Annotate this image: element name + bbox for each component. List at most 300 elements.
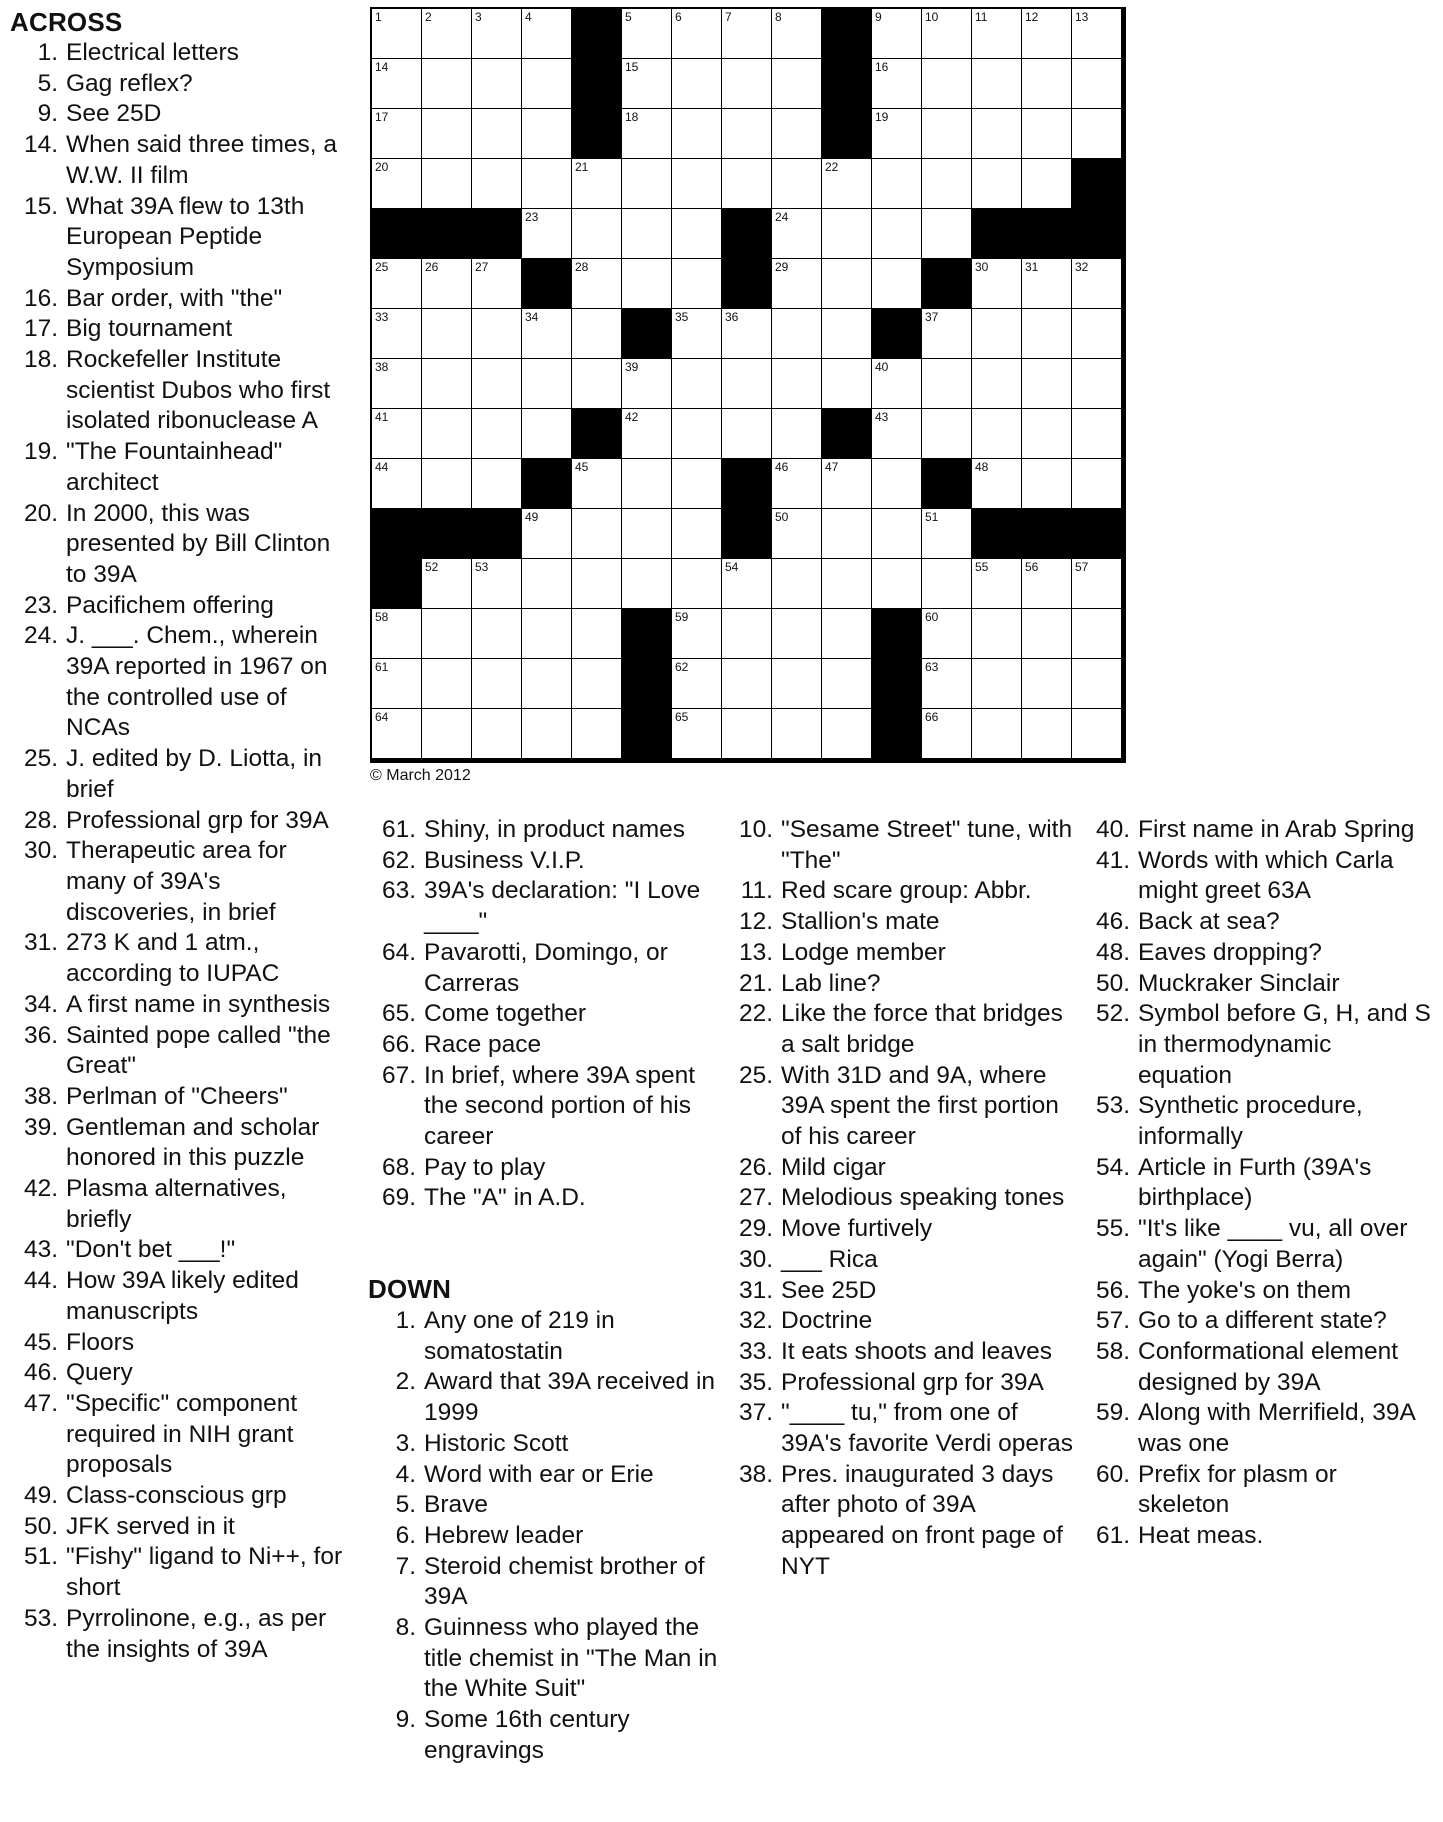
grid-cell[interactable] [1072,409,1122,459]
clue-text: 39A's declaration: "I Love ____" [424,877,701,936]
grid-cell[interactable] [422,109,472,159]
grid-cell[interactable] [422,709,472,759]
grid-cell[interactable] [672,509,722,559]
grid-cell[interactable] [622,409,672,459]
grid-cell[interactable] [722,709,772,759]
clue-number: 55. [1095,1215,1130,1243]
clue-number: 13. [738,938,773,966]
clue-item [368,1030,718,1061]
grid-cell[interactable] [422,259,472,309]
grid-cell[interactable] [872,59,922,109]
grid-cell[interactable] [372,59,422,109]
grid-cell[interactable] [622,159,672,209]
grid-cell[interactable] [622,509,672,559]
clue-number: 22. [738,1000,773,1028]
clue-number: 19. [23,438,58,466]
clue-item [10,345,350,437]
grid-cell[interactable] [972,259,1022,309]
grid-cell[interactable] [572,709,622,759]
grid-cell[interactable] [422,409,472,459]
grid-cell[interactable] [972,659,1022,709]
black-square [372,559,422,609]
clue-item [10,928,350,989]
clue-item [10,38,350,69]
cell-number: 47 [825,460,839,474]
clue-text: See 25D [781,1276,877,1304]
grid-cell[interactable] [522,9,572,59]
grid-cell[interactable] [1072,659,1122,709]
grid-cell[interactable] [772,209,822,259]
grid-cell[interactable] [972,359,1022,409]
grid-cell[interactable] [822,709,872,759]
cell-number: 64 [375,710,389,724]
clue-item [10,744,350,805]
grid-cell[interactable] [522,359,572,409]
grid-cell[interactable] [772,509,822,559]
grid-cell[interactable] [422,659,472,709]
cell-number: 43 [875,410,889,424]
grid-cell[interactable] [722,559,772,609]
grid-cell[interactable] [622,59,672,109]
grid-cell[interactable] [672,9,722,59]
grid-cell[interactable] [672,359,722,409]
grid-cell[interactable] [1022,609,1072,659]
clue-number: 5. [395,1491,416,1519]
grid-cell[interactable] [772,559,822,609]
grid-cell[interactable] [472,59,522,109]
grid-cell[interactable] [1022,459,1072,509]
clue-text: JFK served in it [66,1512,235,1540]
grid-cell[interactable] [972,709,1022,759]
grid-cell[interactable] [822,509,872,559]
grid-cell[interactable] [672,709,722,759]
grid-cell[interactable] [1072,109,1122,159]
grid-cell[interactable] [972,59,1022,109]
grid-cell[interactable] [722,159,772,209]
grid-cell[interactable] [372,109,422,159]
grid-cell[interactable] [872,159,922,209]
grid-cell[interactable] [472,159,522,209]
grid-cell[interactable] [822,459,872,509]
grid-cell[interactable] [772,159,822,209]
grid-cell[interactable] [1072,709,1122,759]
grid-cell[interactable] [1022,259,1072,309]
cell-number: 29 [775,260,789,274]
grid-cell[interactable] [372,159,422,209]
clue-text: Pay to play [424,1153,546,1181]
grid-cell[interactable] [522,609,572,659]
clue-text: Doctrine [781,1307,873,1335]
grid-cell[interactable] [922,509,972,559]
grid-cell[interactable] [472,409,522,459]
grid-cell[interactable] [672,259,722,309]
cell-number: 19 [875,110,889,124]
black-square [822,109,872,159]
grid-cell[interactable] [872,559,922,609]
grid-cell[interactable] [422,559,472,609]
grid-cell[interactable] [622,109,672,159]
clue-text: Perlman of "Cheers" [66,1082,288,1110]
grid-cell[interactable] [522,659,572,709]
grid-cell[interactable] [622,209,672,259]
grid-cell[interactable] [422,159,472,209]
grid-cell[interactable] [772,359,822,409]
black-square [872,609,922,659]
grid-cell[interactable] [522,309,572,359]
grid-cell[interactable] [772,459,822,509]
grid-cell[interactable] [772,409,822,459]
clue-item [10,806,350,837]
grid-cell[interactable] [772,309,822,359]
cell-number: 48 [975,460,989,474]
cell-number: 18 [625,110,639,124]
grid-cell[interactable] [472,309,522,359]
clue-number: 45. [23,1328,58,1356]
grid-cell[interactable] [822,609,872,659]
clue-item [725,907,1075,938]
grid-cell[interactable] [772,659,822,709]
clue-number: 54. [1095,1153,1130,1181]
grid-cell[interactable] [472,9,522,59]
grid-cell[interactable] [472,559,522,609]
cell-number: 9 [875,10,882,24]
cell-number: 24 [775,210,789,224]
clue-item [10,836,350,928]
clue-text: Floors [66,1328,135,1356]
grid-cell[interactable] [1072,9,1122,59]
grid-cell[interactable] [972,559,1022,609]
black-square [822,59,872,109]
grid-cell[interactable] [922,359,972,409]
grid-cell[interactable] [422,609,472,659]
clue-number: 65. [381,1000,416,1028]
grid-cell[interactable] [372,659,422,709]
clue-number: 38. [23,1082,58,1110]
clue-number: 8. [395,1614,416,1642]
grid-cell[interactable] [622,459,672,509]
grid-cell[interactable] [672,659,722,709]
clue-text: A first name in synthesis [66,990,331,1018]
grid-cell[interactable] [772,259,822,309]
grid-cell[interactable] [672,159,722,209]
black-square [872,709,922,759]
clue-number: 31. [738,1276,773,1304]
grid-cell[interactable] [872,459,922,509]
cell-number: 51 [925,510,939,524]
grid-cell[interactable] [472,259,522,309]
black-square [622,709,672,759]
grid-cell[interactable] [372,359,422,409]
grid-cell[interactable] [922,659,972,709]
clue-number: 30. [23,837,58,865]
clue-text: Query [66,1359,133,1387]
grid-cell[interactable] [972,409,1022,459]
grid-cell[interactable] [422,459,472,509]
grid-cell[interactable] [722,359,772,409]
grid-cell[interactable] [672,59,722,109]
cell-number: 22 [825,160,839,174]
grid-cell[interactable] [722,59,772,109]
grid-cell[interactable] [1022,659,1072,709]
clue-text: Rockefeller Institute scientist Dubos who first isolated ribonuclease A [66,346,331,435]
grid-cell[interactable] [722,9,772,59]
clue-number: 27. [738,1184,773,1212]
cell-number: 28 [575,260,589,274]
grid-cell[interactable] [872,9,922,59]
clue-item [725,1153,1075,1184]
grid-cell[interactable] [922,9,972,59]
clue-item [725,1398,1075,1459]
clue-text: Award that 39A received in 1999 [424,1368,716,1427]
clue-number: 37. [738,1399,773,1427]
grid-cell[interactable] [372,609,422,659]
black-square [622,659,672,709]
grid-cell[interactable] [922,159,972,209]
grid-cell[interactable] [572,359,622,409]
grid-cell[interactable] [1072,459,1122,509]
grid-cell[interactable] [922,409,972,459]
clue-item [1082,1337,1432,1398]
clue-item [10,591,350,622]
grid-cell[interactable] [372,309,422,359]
cell-number: 33 [375,310,389,324]
grid-cell[interactable] [1022,59,1072,109]
grid-cell[interactable] [472,709,522,759]
clue-number: 38. [738,1460,773,1488]
grid-cell[interactable] [772,9,822,59]
grid-cell[interactable] [422,359,472,409]
clue-item [368,1183,718,1214]
grid-cell[interactable] [772,709,822,759]
grid-cell[interactable] [572,509,622,559]
grid-cell[interactable] [522,159,572,209]
grid-cell[interactable] [972,309,1022,359]
grid-cell[interactable] [872,209,922,259]
clue-text: Therapeutic area for many of 39A's discoveries, in brief [66,837,287,926]
grid-cell[interactable] [922,709,972,759]
grid-cell[interactable] [922,59,972,109]
grid-cell[interactable] [922,559,972,609]
grid-cell[interactable] [722,659,772,709]
clue-number: 25. [738,1061,773,1089]
grid-cell[interactable] [1072,609,1122,659]
grid-cell[interactable] [672,609,722,659]
grid-cell[interactable] [1022,709,1072,759]
black-square [372,509,422,559]
grid-cell[interactable] [772,59,822,109]
grid-cell[interactable] [722,109,772,159]
clue-number: 63. [381,877,416,905]
clue-item [10,69,350,100]
grid-cell[interactable] [1022,409,1072,459]
grid-cell[interactable] [472,359,522,409]
clue-item [368,876,718,937]
clue-number: 42. [23,1175,58,1203]
grid-cell[interactable] [372,409,422,459]
grid-cell[interactable] [522,559,572,609]
clue-number: 39. [23,1113,58,1141]
grid-cell[interactable] [972,459,1022,509]
clue-text: The yoke's on them [1138,1276,1352,1304]
clue-item [10,130,350,191]
cell-number: 39 [625,360,639,374]
grid-cell[interactable] [972,609,1022,659]
cell-number: 34 [525,310,539,324]
grid-cell[interactable] [1072,59,1122,109]
clue-item [368,1460,718,1491]
grid-cell[interactable] [422,309,472,359]
grid-cell[interactable] [1022,309,1072,359]
grid-cell[interactable] [872,109,922,159]
cell-number: 2 [425,10,432,24]
grid-cell[interactable] [572,259,622,309]
clue-item [368,1306,718,1367]
clue-number: 66. [381,1030,416,1058]
clue-text: 273 K and 1 atm., according to IUPAC [66,929,280,988]
grid-cell[interactable] [1072,309,1122,359]
clue-item [368,815,718,846]
grid-cell[interactable] [572,159,622,209]
grid-cell[interactable] [1022,159,1072,209]
grid-cell[interactable] [822,309,872,359]
black-square [722,259,772,309]
grid-cell[interactable] [572,609,622,659]
clue-item [10,99,350,130]
grid-cell[interactable] [772,109,822,159]
across-heading: ACROSS [10,7,123,37]
grid-cell[interactable] [1022,109,1072,159]
cell-number: 20 [375,160,389,174]
grid-cell[interactable] [722,409,772,459]
grid-cell[interactable] [822,259,872,309]
grid-cell[interactable] [722,609,772,659]
clue-item [1082,1153,1432,1214]
grid-cell[interactable] [1022,9,1072,59]
grid-cell[interactable] [622,559,672,609]
grid-cell[interactable] [822,359,872,409]
grid-cell[interactable] [572,309,622,359]
clue-number: 44. [23,1267,58,1295]
grid-cell[interactable] [872,359,922,409]
grid-cell[interactable] [372,9,422,59]
grid-cell[interactable] [472,109,522,159]
grid-cell[interactable] [1072,259,1122,309]
grid-cell[interactable] [922,109,972,159]
clue-text: Steroid chemist brother of 39A [424,1552,705,1611]
clue-item [10,1174,350,1235]
grid-cell[interactable] [472,459,522,509]
grid-cell[interactable] [572,459,622,509]
grid-cell[interactable] [522,709,572,759]
grid-cell[interactable] [772,609,822,659]
clue-item [1082,846,1432,907]
grid-cell[interactable] [522,209,572,259]
grid-cell[interactable] [372,709,422,759]
clue-number: 40. [1095,816,1130,843]
grid-cell[interactable] [972,9,1022,59]
grid-cell[interactable] [1022,359,1072,409]
clue-item [10,1481,350,1512]
grid-cell[interactable] [672,409,722,459]
grid-cell[interactable] [522,59,572,109]
grid-cell[interactable] [622,359,672,409]
clue-text: Along with Merrifield, 39A was one [1138,1399,1415,1458]
clue-text: Electrical letters [66,39,239,66]
grid-cell[interactable] [522,509,572,559]
grid-cell[interactable] [522,409,572,459]
grid-cell[interactable] [872,509,922,559]
cell-number: 45 [575,460,589,474]
grid-cell[interactable] [372,459,422,509]
grid-cell[interactable] [672,309,722,359]
grid-cell[interactable] [622,9,672,59]
grid-cell[interactable] [1072,559,1122,609]
clue-item [1082,1460,1432,1521]
grid-cell[interactable] [1022,559,1072,609]
cell-number: 52 [425,560,439,574]
grid-cell[interactable] [822,159,872,209]
grid-cell[interactable] [672,559,722,609]
grid-cell[interactable] [822,559,872,609]
black-square [472,209,522,259]
clue-text: Some 16th century engravings [424,1706,630,1764]
grid-cell[interactable] [922,609,972,659]
cell-number: 61 [375,660,389,674]
clue-text: Sainted pope called "the Great" [66,1021,331,1080]
grid-cell[interactable] [422,9,472,59]
grid-cell[interactable] [472,609,522,659]
grid-cell[interactable] [1072,359,1122,409]
grid-cell[interactable] [972,109,1022,159]
grid-cell[interactable] [572,559,622,609]
clue-number: 52. [1095,1000,1130,1028]
grid-cell[interactable] [422,59,472,109]
grid-cell[interactable] [922,209,972,259]
grid-cell[interactable] [822,659,872,709]
grid-cell[interactable] [672,109,722,159]
grid-cell[interactable] [722,309,772,359]
cell-number: 4 [525,10,532,24]
grid-cell[interactable] [372,259,422,309]
grid-cell[interactable] [922,309,972,359]
clue-number: 12. [738,908,773,936]
cell-number: 31 [1025,260,1039,274]
crossword-grid[interactable] [370,7,1126,763]
grid-cell[interactable] [872,259,922,309]
grid-cell[interactable] [972,159,1022,209]
grid-cell[interactable] [572,659,622,709]
grid-cell[interactable] [872,409,922,459]
clue-text: J. ___. Chem., wherein 39A reported in 1967 on the controlled use of NCAs [66,622,328,742]
clue-item [1082,969,1432,1000]
clue-item [368,1367,718,1428]
grid-cell[interactable] [672,459,722,509]
clue-item [1082,1521,1432,1552]
grid-cell[interactable] [672,209,722,259]
clue-number: 51. [23,1543,58,1571]
grid-cell[interactable] [472,659,522,709]
clue-number: 11. [740,877,773,905]
grid-cell[interactable] [822,209,872,259]
grid-cell[interactable] [622,259,672,309]
black-square [822,409,872,459]
grid-cell[interactable] [522,109,572,159]
grid-cell[interactable] [572,209,622,259]
clue-text: Word with ear or Erie [424,1460,654,1488]
clue-number: 53. [23,1604,58,1632]
clue-text: "It's like ____ vu, all over again" (Yogi Berra) [1138,1215,1408,1273]
clue-number: 57. [1095,1307,1130,1335]
